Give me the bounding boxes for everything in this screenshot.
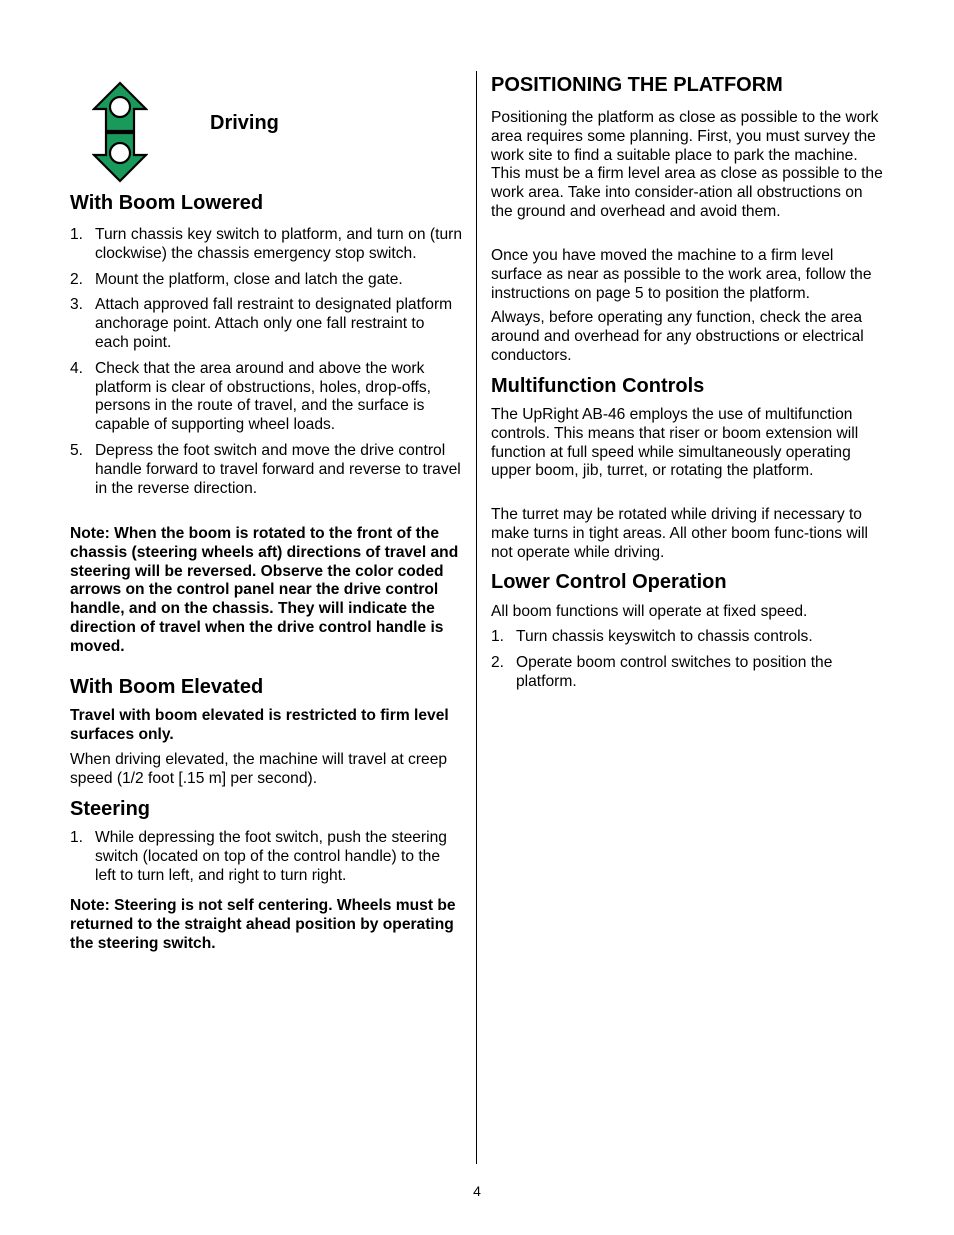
steering-heading: Steering (70, 798, 151, 820)
elevated-warning: Travel with boom elevated is restricted to firm level surfaces only. (70, 707, 449, 743)
elevated-text: When driving elevated, the machine will travel at creep speed (1/2 foot [.15 m] per second). (70, 751, 448, 787)
list-item: 1. Turn chassis key switch to platform, and turn on (turn clockwise) the chassis emergency stop switch. (70, 226, 462, 262)
arrow-up-icon (94, 83, 146, 131)
lower-control-intro: All boom functions will operate at fixed speed. (491, 603, 808, 620)
boom-rotation-note: Note: When the boom is rotated to the front of the chassis (steering wheels aft) directions of travel and steering will be reversed. Observe the color coded arrows on the control panel near the drive control handle, and on the chassis. They will indicate the direction of travel when the drive control handle is moved. (70, 525, 459, 655)
boom-elevated-heading: With Boom Elevated (70, 676, 264, 698)
list-item: 1. While depressing the foot switch, push the steering switch (located on top of the control handle) to the left to turn left, and right to turn right. (70, 829, 447, 884)
boom-lowered-steps (70, 226, 462, 498)
list-item: 5. Depress the foot switch and move the drive control handle forward to travel forward and reverse to travel in the reverse direction. (70, 441, 461, 497)
list-item: 3. Attach approved fall restraint to designated platform anchorage point. Attach only one fall restraint to each point. (70, 296, 453, 351)
list-item: 2. Mount the platform, close and latch the gate. (70, 270, 403, 288)
arrow-down-icon (94, 133, 146, 181)
column-divider (476, 71, 477, 1164)
drive-direction-icon (92, 81, 148, 183)
multifunction-heading: Multifunction Controls (491, 375, 705, 397)
list-item: 1. Turn chassis keyswitch to chassis controls. (491, 628, 813, 645)
paragraph: Always, before operating any function, check the area around and overhead for any obstructions or electrical conductors. (491, 309, 864, 364)
paragraph: Once you have moved the machine to a firm level surface as near as possible to the work area, follow the instructions on page 5 to position the platform. (491, 247, 872, 302)
paragraph: Positioning the platform as close as possible to the work area requires some planning. First, you must survey the work site to find a suitable place to park the machine. This must be a firm level area as close as possible to the work area. Take into consider-ation all obstructions on the ground and overhead and avoid them. (491, 109, 883, 220)
page-number: 4 (473, 1183, 481, 1199)
list-item: 2. Operate boom control switches to position the platform. (491, 653, 833, 690)
list-item: 4. Check that the area around and above the work platform is clear of obstructions, holes, drop-offs, persons in the route of travel, and the surface is capable of supporting wheel loads. (70, 359, 431, 434)
lower-control-heading: Lower Control Operation (491, 571, 727, 593)
lower-control-steps (491, 628, 883, 691)
paragraph: The turret may be rotated while driving if necessary to make turns in tight areas. All other boom func-tions will not operate while driving. (491, 506, 869, 561)
steering-note: Note: Steering is not self centering. Wheels must be returned to the straight ahead position by operating the steering switch. (70, 897, 456, 952)
positioning-heading: POSITIONING THE PLATFORM (491, 74, 783, 96)
driving-heading: Driving (210, 112, 279, 134)
paragraph: The UpRight AB-46 employs the use of multifunction controls. This means that riser or boom extension will function at full speed while simultaneously operating upper boom, jib, turret, or rotating the platform. (491, 406, 859, 480)
boom-lowered-heading: With Boom Lowered (70, 192, 264, 214)
steering-steps (70, 829, 462, 885)
